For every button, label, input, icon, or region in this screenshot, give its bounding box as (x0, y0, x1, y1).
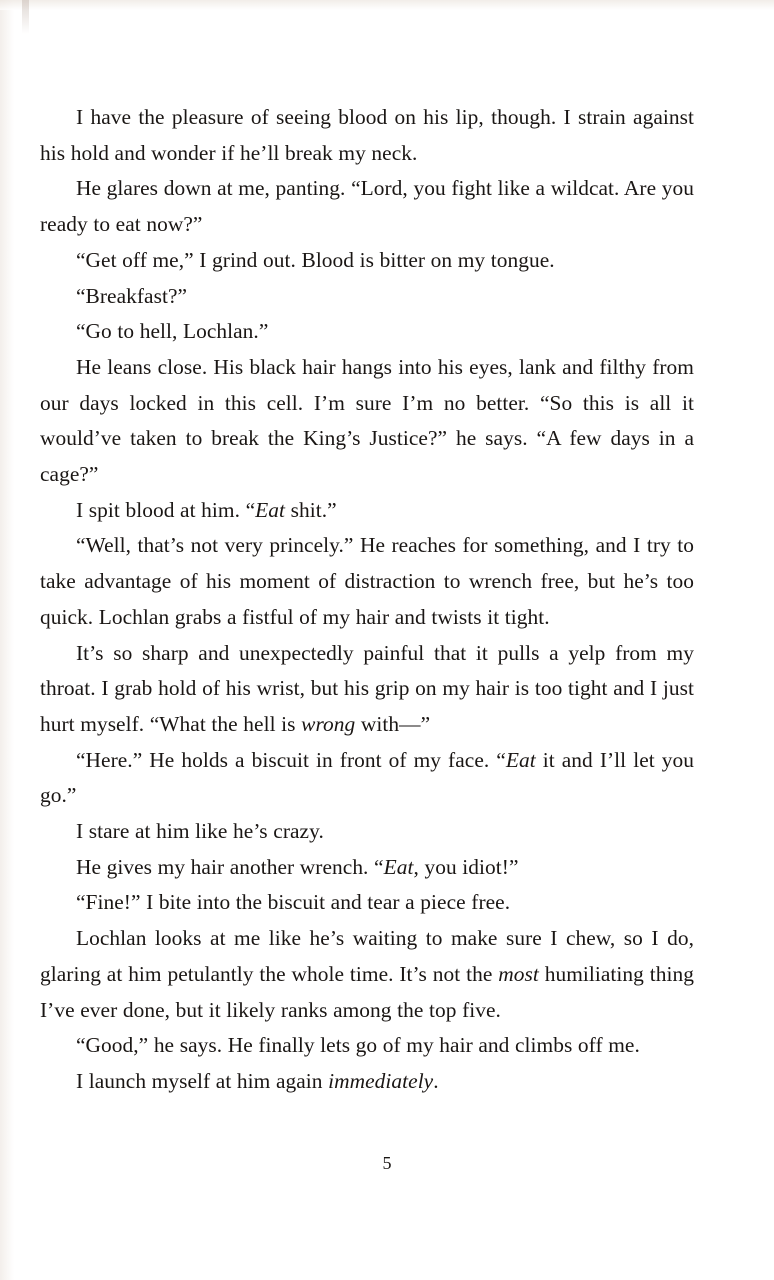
paragraph: He leans close. His black hair hangs into his eyes, lank and filthy from our days locked in this cell. I’m sure I’m no better. “So this is all it would’ve taken to break the King’s Justice?” he says. “A few days in a cage?” (40, 354, 694, 487)
paragraph: He gives my hair another wrench. “Eat, you idiot!” (76, 854, 519, 879)
page-text-block (40, 100, 694, 1100)
page-edge-shadow-left (0, 0, 14, 1280)
paragraph: Lochlan looks at me like he’s waiting to make sure I chew, so I do, glaring at him petulantly the whole time. It’s not the most humiliating thing I’ve ever done, but it likely ranks among the top five. (40, 926, 694, 1022)
paragraph: “Here.” He holds a biscuit in front of my face. “Eat it and I’ll let you go.” (40, 747, 694, 808)
paragraph: “Good,” he says. He finally lets go of my hair and climbs off me. (76, 1033, 640, 1058)
paragraph: “Fine!” I bite into the biscuit and tear a piece free. (76, 890, 511, 915)
paragraph: It’s so sharp and unexpectedly painful that it pulls a yelp from my throat. I grab hold of his wrist, but his grip on my hair is too tight and I just hurt myself. “What the hell is wrong with—” (40, 640, 694, 736)
body-text (40, 100, 694, 1100)
paragraph: I stare at him like he’s crazy. (76, 819, 324, 844)
paragraph: “Breakfast?” (76, 283, 188, 308)
scan-artifact-mark (22, 0, 29, 34)
page-edge-shadow-top (0, 0, 774, 10)
page-number: 5 (382, 1153, 392, 1173)
paragraph: He glares down at me, panting. “Lord, you fight like a wildcat. Are you ready to eat now?” (40, 176, 694, 237)
paragraph: I launch myself at him again immediately. (76, 1068, 439, 1093)
paragraph: “Go to hell, Lochlan.” (76, 319, 269, 344)
paragraph: “Get off me,” I grind out. Blood is bitter on my tongue. (76, 247, 555, 272)
paragraph: I have the pleasure of seeing blood on his lip, though. I strain against his hold and wonder if he’ll break my neck. (40, 105, 694, 165)
paragraph: I spit blood at him. “Eat shit.” (76, 497, 337, 522)
paragraph: “Well, that’s not very princely.” He reaches for something, and I try to take advantage of his moment of distraction to wrench free, but he’s too quick. Lochlan grabs a fistful of my hair and twists it tight. (40, 533, 694, 629)
